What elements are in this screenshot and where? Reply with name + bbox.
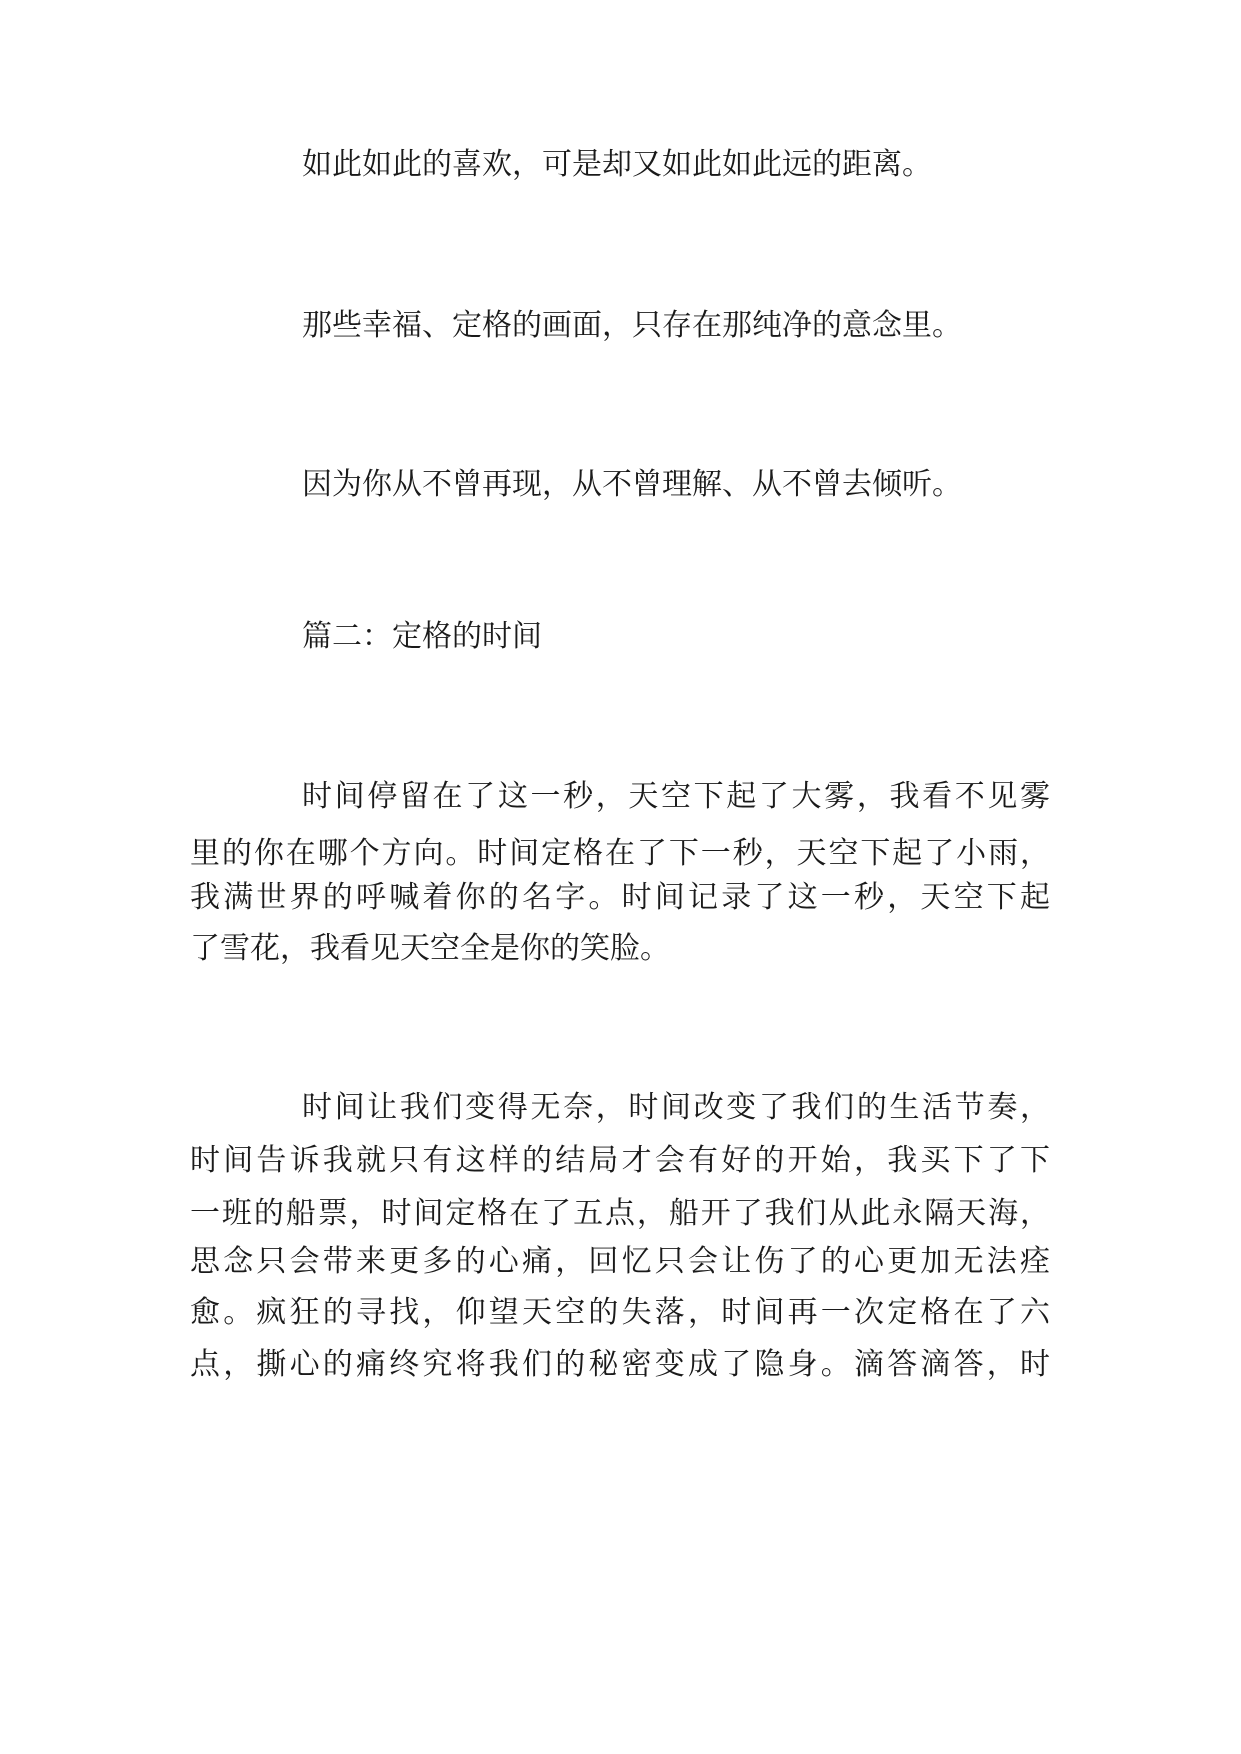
paragraph-line: 时间告诉我就只有这样的结局才会有好的开始，我买下了下 bbox=[190, 1143, 1050, 1178]
paragraph-line: 我满世界的呼喊着你的名字。时间记录了这一秒，天空下起 bbox=[190, 880, 1050, 915]
paragraph-happiness: 那些幸福、定格的画面，只存在那纯净的意念里。 bbox=[302, 308, 962, 343]
paragraph-never-listen: 因为你从不曾再现，从不曾理解、从不曾去倾听。 bbox=[302, 467, 962, 502]
paragraph-line: 点，撕心的痛终究将我们的秘密变成了隐身。滴答滴答，时 bbox=[190, 1347, 1050, 1382]
paragraph-line: 里的你在哪个方向。时间定格在了下一秒，天空下起了小雨， bbox=[190, 836, 1050, 871]
paragraph-line: 了雪花，我看见天空全是你的笑脸。 bbox=[190, 931, 670, 966]
paragraph-line: 思念只会带来更多的心痛，回忆只会让伤了的心更加无法痊 bbox=[190, 1244, 1050, 1279]
paragraph-line: 时间让我们变得无奈，时间改变了我们的生活节奏， bbox=[302, 1090, 1050, 1125]
paragraph-distance: 如此如此的喜欢，可是却又如此如此远的距离。 bbox=[302, 147, 932, 182]
paragraph-line: 一班的船票，时间定格在了五点，船开了我们从此永隔天海， bbox=[190, 1196, 1050, 1231]
section-heading: 篇二：定格的时间 bbox=[302, 619, 542, 654]
paragraph-line: 愈。疯狂的寻找，仰望天空的失落，时间再一次定格在了六 bbox=[190, 1295, 1050, 1330]
paragraph-line: 时间停留在了这一秒，天空下起了大雾，我看不见雾 bbox=[302, 779, 1050, 814]
